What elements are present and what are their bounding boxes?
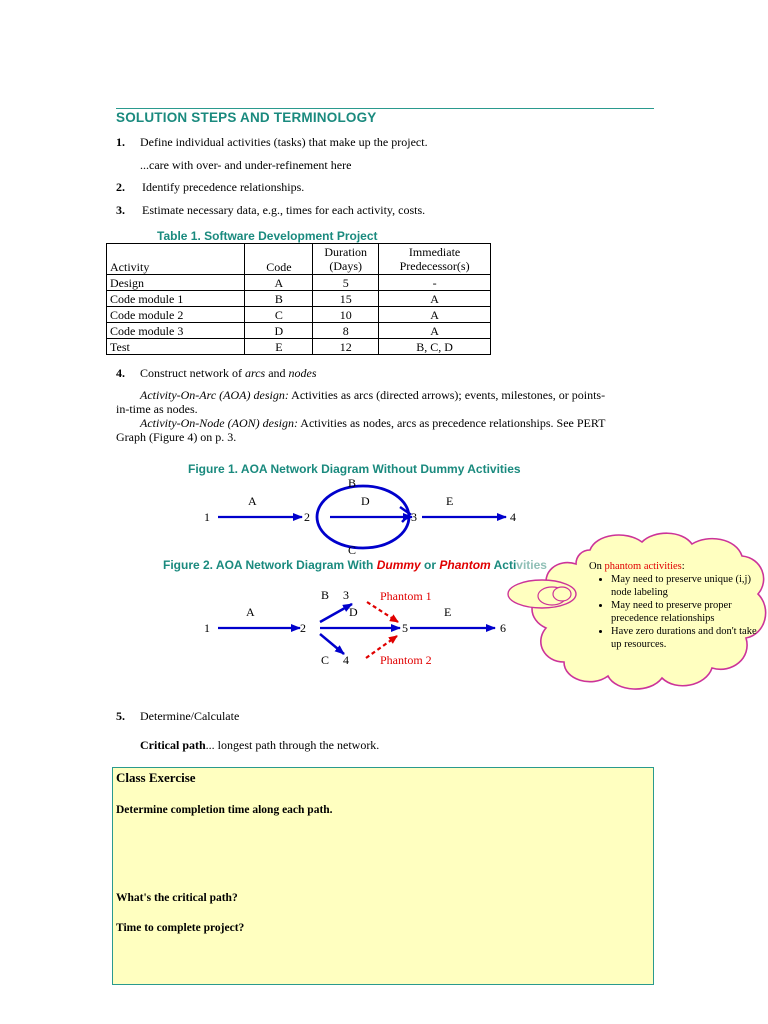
node-2: 2 <box>300 621 306 635</box>
cell-duration: 15 <box>313 291 379 307</box>
node-1: 1 <box>204 621 210 635</box>
step-number: 2. <box>116 180 125 194</box>
th-activity: Activity <box>107 244 245 275</box>
cloud-bullet: • Have zero durations and don't take up resources. <box>611 625 765 651</box>
class-exercise-box <box>112 767 654 985</box>
step-text: Estimate necessary data, e.g., times for each activity, costs. <box>142 203 426 217</box>
node-2: 2 <box>304 510 310 524</box>
cell-code: C <box>245 307 313 323</box>
and-word: and <box>265 366 289 380</box>
node-1: 1 <box>204 510 210 524</box>
cell-code: E <box>245 339 313 355</box>
cell-duration: 5 <box>313 275 379 291</box>
cell-activity: Code module 3 <box>107 323 245 339</box>
table-row <box>107 323 491 339</box>
cell-activity: Code module 2 <box>107 307 245 323</box>
th-duration-line1: Duration <box>324 245 368 259</box>
step-number: 4. <box>116 366 125 380</box>
table-row <box>107 291 491 307</box>
table-caption: Table 1. Software Development Project <box>157 229 378 243</box>
label-a: A <box>246 605 255 619</box>
cell-activity: Code module 1 <box>107 291 245 307</box>
label-c: C <box>348 543 357 557</box>
cell-pred: - <box>379 275 491 291</box>
phantom-2-label: Phantom 2 <box>380 653 432 667</box>
label-d: D <box>361 494 370 508</box>
label-e: E <box>444 605 452 619</box>
figure-1-caption: Figure 1. AOA Network Diagram Without Dummy Activities <box>188 462 521 476</box>
critical-path-text: ... longest path through the network. <box>205 738 380 752</box>
arc-c <box>320 634 344 654</box>
header-rule <box>116 108 654 109</box>
table-row <box>107 339 491 355</box>
fig2-caption-c: vities <box>516 558 547 572</box>
class-exercise-title: Class Exercise <box>116 770 196 785</box>
exercise-question-2: What's the critical path? <box>116 892 238 904</box>
th-predecessor <box>379 244 491 275</box>
step-number: 1. <box>116 135 125 149</box>
node-6: 6 <box>500 621 506 635</box>
step-text: Identify precedence relationships. <box>142 180 305 194</box>
figure-2-caption <box>163 558 547 572</box>
cloud-heading <box>589 560 765 573</box>
aoa-line1 <box>116 388 656 402</box>
table-row <box>107 307 491 323</box>
node-3: 3 <box>343 588 349 602</box>
aon-label: Activity-On-Node (AON) design: <box>140 416 298 430</box>
cloud-bubble-small <box>553 587 571 601</box>
aon-line1 <box>116 416 656 430</box>
cell-activity: Design <box>107 275 245 291</box>
aoa-line2: in-time as nodes. <box>116 402 198 416</box>
critical-path-definition <box>140 738 379 753</box>
node-4: 4 <box>343 653 349 667</box>
label-c: C <box>321 653 330 667</box>
th-duration <box>313 244 379 275</box>
step-text: Determine/Calculate <box>140 709 240 723</box>
section-title: SOLUTION STEPS AND TERMINOLOGY <box>116 110 377 125</box>
fig2-or: or <box>420 558 440 572</box>
label-a: A <box>248 494 257 508</box>
aoa-definition <box>116 388 656 444</box>
arc-b <box>320 604 352 622</box>
aon-line2: Graph (Figure 4) on p. 3. <box>116 430 237 444</box>
node-3: 3 <box>411 510 417 524</box>
cloud-on: On <box>589 561 605 572</box>
label-e: E <box>446 494 454 508</box>
step-4-text-a: Construct network of <box>140 366 245 380</box>
node-5: 5 <box>402 621 408 635</box>
cloud-text <box>589 560 765 651</box>
figure-1-diagram <box>190 474 530 560</box>
cell-activity: Test <box>107 339 245 355</box>
th-code: Code <box>245 244 313 275</box>
step-1-sub: ...care with over- and under-refinement here <box>140 158 352 172</box>
cell-pred: A <box>379 323 491 339</box>
cell-code: B <box>245 291 313 307</box>
cell-duration: 8 <box>313 323 379 339</box>
table-row <box>107 275 491 291</box>
exercise-question-3: Time to complete project? <box>116 922 245 934</box>
aoa-text: Activities as arcs (directed arrows); events, milestones, or points- <box>288 388 606 402</box>
nodes-term: nodes <box>288 366 317 380</box>
cell-code: D <box>245 323 313 339</box>
phantom-1-arc <box>367 602 398 622</box>
figure-2-diagram <box>190 584 520 674</box>
cell-pred: B, C, D <box>379 339 491 355</box>
th-pred-line1: Immediate <box>408 245 461 259</box>
label-b: B <box>348 476 357 490</box>
th-pred-line2: Predecessor(s) <box>399 259 470 273</box>
step-text <box>140 366 317 381</box>
cell-duration: 10 <box>313 307 379 323</box>
label-d: D <box>349 605 358 619</box>
th-duration-line2: (Days) <box>329 259 363 273</box>
arcs-term: arcs <box>244 366 266 380</box>
table-header-row <box>107 244 491 275</box>
fig2-caption-b: Acti <box>490 558 517 572</box>
cell-code: A <box>245 275 313 291</box>
aon-text: Activities as nodes, arcs as precedence relationships. See PERT <box>297 416 606 430</box>
cloud-colon: : <box>681 561 685 572</box>
critical-path-label: Critical path <box>140 738 206 752</box>
fig2-caption-a: Figure 2. AOA Network Diagram With <box>163 558 377 572</box>
step-number: 5. <box>116 709 125 723</box>
label-b: B <box>321 588 330 602</box>
cell-pred: A <box>379 291 491 307</box>
cloud-bullet: • May need to preserve proper precedence relationships <box>611 599 765 625</box>
aoa-label: Activity-On-Arc (AOA) design: <box>140 388 289 402</box>
node-4: 4 <box>510 510 516 524</box>
step-text: Define individual activities (tasks) that make up the project. <box>140 135 428 149</box>
software-project-table <box>106 243 491 355</box>
exercise-question-1: Determine completion time along each path. <box>116 804 333 816</box>
cloud-title: phantom activities <box>604 561 682 572</box>
fig2-phantom: Phantom <box>439 558 491 572</box>
cloud-bullets <box>589 573 765 651</box>
step-number: 3. <box>116 203 125 217</box>
cell-pred: A <box>379 307 491 323</box>
fig2-dummy: Dummy <box>376 558 421 572</box>
cloud-bullet: • May need to preserve unique (i,j) node labeling <box>611 573 765 599</box>
cell-duration: 12 <box>313 339 379 355</box>
phantom-1-label: Phantom 1 <box>380 589 432 603</box>
